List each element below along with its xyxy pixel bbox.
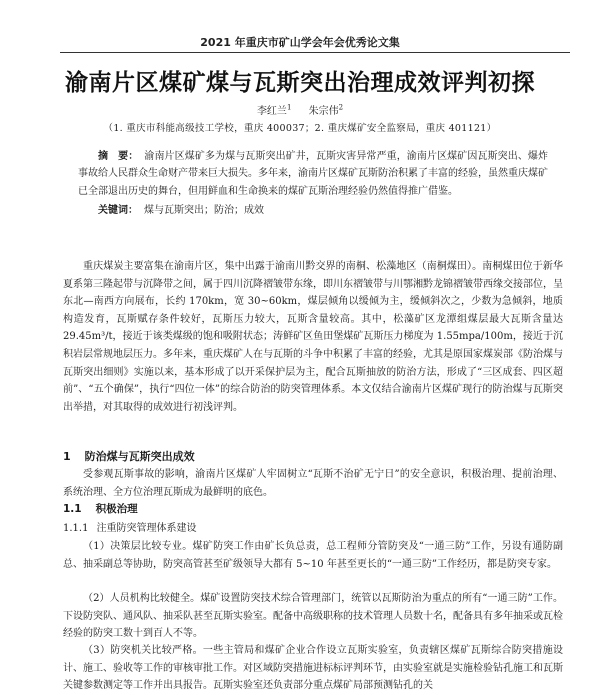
subsubsection-heading (63, 519, 196, 534)
paragraph-item-3: （3）防突机关比较严格。一些主管局和煤矿企业合作设立瓦斯实验室，负责辖区煤矿瓦斯综合防突措施设计、施工、验收等工作的审核审批工作。对区域防突措施进标标评判环节，由实验室就是实施检验钻孔施工和瓦斯关键参数测定等工作并出具报告。瓦斯实验室还负责部分重点煤矿局部预测钻孔的关 (63, 645, 563, 692)
abstract-text: 渝南片区煤矿多为煤与瓦斯突出矿井，瓦斯灾害异常严重，渝南片区煤矿因瓦斯突出、爆炸事故给人民群众生命财产带来巨大损失。多年来，渝南片区煤矿瓦斯防治积累了丰富的经验，虽然重庆煤矿已全部退出历史的舞台，但用鲜血和生命换来的煤矿瓦斯治理经验仍然值得推广借鉴。 (78, 151, 549, 197)
keywords-text: 煤与瓦斯突出；防治；成效 (144, 205, 264, 216)
paper-title: 渝南片区煤矿煤与瓦斯突出治理成效评判初探 (65, 70, 535, 96)
subsection-number: 1.1 (63, 503, 82, 515)
subsection-title: 积极治理 (95, 503, 138, 515)
section-heading (63, 448, 195, 464)
abstract-label: 摘 要： (98, 151, 139, 162)
author-mark: 1 (286, 103, 292, 112)
keywords (78, 202, 568, 219)
author-mark: 2 (338, 103, 344, 112)
affiliation: （1. 重庆市科能高级技工学校，重庆 400037；2. 重庆煤矿安全监察局，重庆 401121） (103, 123, 497, 134)
author-name: 李红兰 (256, 106, 287, 117)
author-name: 朱宗伟 (308, 106, 339, 117)
paragraph-section-intro: 受参观瓦斯事故的影响，渝南片区煤矿人牢固树立“瓦斯不治矿无宁日”的安全意识，积极治理、提前治理、系统治理、全方位治理瓦斯成为最鲜明的底色。 (63, 469, 563, 498)
abstract (78, 148, 548, 200)
paragraph-intro: 重庆煤炭主要富集在渝南片区，集中出露于渝南川黔交界的南桐、松藻地区（南桐煤田）。南桐煤田位于新华夏系第三隆起带与沉降带之间，属于四川沉降褶皱带东缘，即川东褶皱带与川鄂湘黔龙锦褶皱带西缘交接部位，呈东北—南西方向展布，长约 170km，宽 30~60km，煤层倾角以缓倾为主，缓倾斜次之，少数为急倾斜，地质构造发育，瓦斯赋存条件较好，瓦斯压力较大，瓦斯含量较高。其中，松藻矿区龙潭组煤层最大瓦斯含量达 29.45m³/t，接近于该类煤级的饱和吸附状态；涛鲜矿区鱼田堡煤矿瓦斯压力梯度为 1.55mpa/100m，接近于沉积岩层常规地层压力。多年来，重庆煤矿人在与瓦斯的斗争中积累了丰富的经验，尤其是原国家煤炭部《防治煤与瓦斯突出细则》实施以来，基本形成了以开采保护层为主，配合瓦斯抽放的防治方法，形成了“三区成套、四区超前”、“五个确保”，执行“四位一体”的综合防治的防突管理体系。本文仅结合渝南片区煤矿现行的防治煤与瓦斯突出举措，对其取得的成效进行初浅评判。 (63, 261, 563, 413)
subsubsection-title: 注重防突管理体系建设 (96, 523, 197, 534)
authors (0, 102, 600, 117)
paragraph-item-1: （1）决策层比较专业。煤矿防突工作由矿长负总责，总工程师分管防突及“一通三防”工作，另设有通防副总、抽采副总等协助，防突高管甚至矿级领导大都有 5~10 年甚至更长的“一通三防”工作经历，都是防突专家。 (63, 541, 563, 570)
keywords-label: 关键词： (98, 205, 138, 216)
running-header: 2021 年重庆市矿山学会年会优秀论文集 (200, 36, 400, 49)
header-rule (60, 52, 570, 53)
paragraph-item-2: （2）人员机构比较健全。煤矿设置防突技术综合管理部门，统管以瓦斯防治为重点的所有“一通三防”工作。下设防突队、通风队、抽采队甚至瓦斯实验室。配备中高级职称的技术管理人员数十名，配备具有多年抽采或瓦检经验的防突工数十到百人不等。 (63, 593, 563, 640)
subsection-heading (63, 501, 138, 516)
subsubsection-number: 1.1.1 (63, 523, 89, 534)
section-number: 1 (63, 450, 71, 463)
section-title: 防治煤与瓦斯突出成效 (84, 450, 195, 463)
